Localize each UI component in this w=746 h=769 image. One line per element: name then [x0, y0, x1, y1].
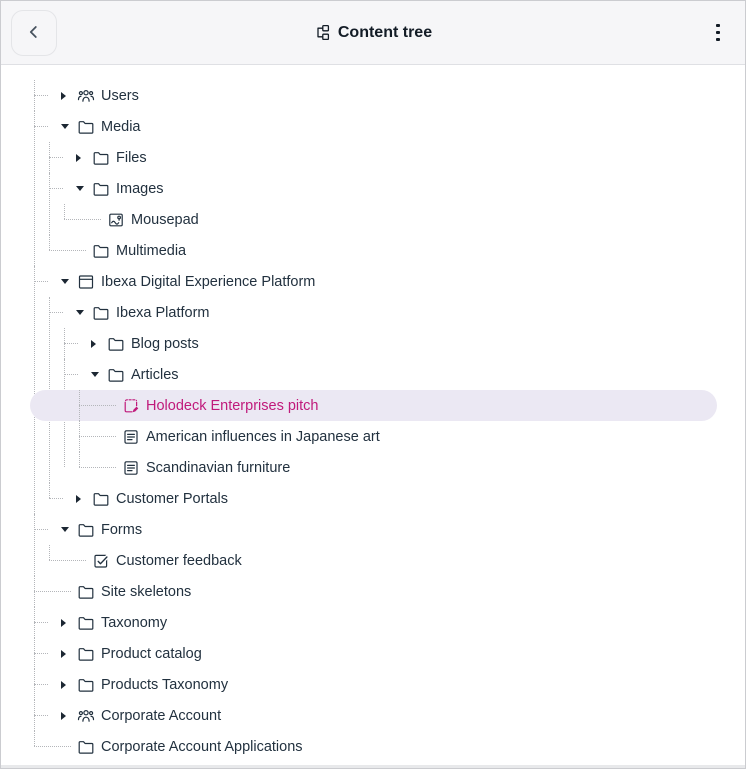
tree-node: [43, 514, 717, 576]
folder-icon: [107, 366, 125, 384]
tree-item-label: Multimedia: [116, 242, 187, 259]
tree-node: [43, 638, 717, 669]
tree-item-files[interactable]: [30, 142, 717, 173]
tree-node: [43, 266, 717, 514]
collapse-toggle[interactable]: [61, 279, 77, 284]
tree-item-customer-portals[interactable]: [30, 483, 717, 514]
expand-toggle[interactable]: [61, 650, 77, 658]
tree-node: [43, 731, 717, 762]
expand-toggle[interactable]: [91, 340, 107, 348]
folder-icon: [77, 521, 95, 539]
tree-item-images[interactable]: [30, 173, 717, 204]
kebab-dot: [716, 38, 720, 42]
tree-root: [19, 80, 717, 762]
expand-toggle[interactable]: [61, 619, 77, 627]
folder-icon: [92, 304, 110, 322]
page-title-text: Content tree: [337, 23, 433, 41]
tree-item-label: American influences in Japanese art: [146, 428, 380, 445]
tree-item-media[interactable]: [30, 111, 717, 142]
tree-node: [88, 452, 717, 483]
chevron-left-icon: [25, 23, 43, 44]
tree-item-label: Customer feedback: [116, 552, 242, 569]
tree-node: [58, 142, 717, 173]
tree-children: [73, 390, 717, 483]
tree-item-articles[interactable]: [30, 359, 717, 390]
tree-item-american-influences-in-japanese-art[interactable]: [30, 421, 717, 452]
tree-item-label: Ibexa Digital Experience Platform: [101, 273, 316, 290]
tree-item-label: Taxonomy: [101, 614, 168, 631]
bottom-scroll-track: [1, 765, 745, 768]
tree-item-ibexa-digital-experience-platform[interactable]: [30, 266, 717, 297]
draft-edit-icon: [122, 397, 140, 415]
tree-item-label: Site skeletons: [101, 583, 192, 600]
tree-item-label: Product catalog: [101, 645, 202, 662]
kebab-dot: [716, 31, 720, 35]
folder-icon: [77, 738, 95, 756]
image-icon: [107, 211, 125, 229]
tree-item-label: Media: [101, 118, 141, 135]
article-icon: [122, 428, 140, 446]
tree-node: [58, 173, 717, 235]
folder-icon: [77, 676, 95, 694]
tree-item-label: Corporate Account Applications: [101, 738, 303, 755]
tree-item-label: Mousepad: [131, 211, 199, 228]
tree-node: [73, 328, 717, 359]
tree-node: [43, 669, 717, 700]
tree-item-forms[interactable]: [30, 514, 717, 545]
tree-children: [58, 204, 717, 235]
site-icon: [77, 273, 95, 291]
article-icon: [122, 459, 140, 477]
collapse-toggle[interactable]: [91, 372, 107, 377]
tree-item-label: Forms: [101, 521, 143, 538]
tree-node: [88, 390, 717, 421]
tree-children: [43, 545, 717, 576]
tree-item-product-catalog[interactable]: [30, 638, 717, 669]
tree-item-label: Holodeck Enterprises pitch: [146, 397, 319, 414]
kebab-dot: [716, 24, 720, 28]
tree-item-label: Products Taxonomy: [101, 676, 229, 693]
tree-item-label: Ibexa Platform: [116, 304, 210, 321]
page-title: [314, 24, 432, 42]
folder-icon: [77, 645, 95, 663]
tree-item-site-skeletons[interactable]: [30, 576, 717, 607]
content-tree: [1, 65, 745, 766]
tree-item-corporate-account[interactable]: [30, 700, 717, 731]
expand-toggle[interactable]: [61, 681, 77, 689]
back-button[interactable]: [11, 10, 57, 56]
collapse-toggle[interactable]: [76, 310, 92, 315]
tree-item-label: Users: [101, 87, 139, 104]
form-check-icon: [92, 552, 110, 570]
tree-item-mousepad[interactable]: [30, 204, 717, 235]
expand-toggle[interactable]: [61, 712, 77, 720]
folder-icon: [92, 242, 110, 260]
users-icon: [77, 707, 95, 725]
tree-item-customer-feedback[interactable]: [30, 545, 717, 576]
tree-item-label: Corporate Account: [101, 707, 222, 724]
folder-icon: [77, 118, 95, 136]
tree-item-blog-posts[interactable]: [30, 328, 717, 359]
collapse-toggle[interactable]: [61, 527, 77, 532]
tree-item-multimedia[interactable]: [30, 235, 717, 266]
tree-node: [43, 607, 717, 638]
folder-icon: [77, 583, 95, 601]
folder-icon: [92, 180, 110, 198]
tree-node: [43, 80, 717, 111]
tree-item-holodeck-enterprises-pitch[interactable]: [30, 390, 717, 421]
tree-node: [58, 545, 717, 576]
tree-node: [73, 204, 717, 235]
tree-node: [43, 700, 717, 731]
tree-item-label: Blog posts: [131, 335, 199, 352]
tree-node: [88, 421, 717, 452]
kebab-menu-button[interactable]: [703, 14, 733, 52]
tree-children: [43, 297, 717, 514]
tree-node: [73, 359, 717, 483]
tree-children: [43, 142, 717, 266]
tree-item-ibexa-platform[interactable]: [30, 297, 717, 328]
tree-node: [58, 297, 717, 483]
tree-item-label: Articles: [131, 366, 179, 383]
collapse-toggle[interactable]: [61, 124, 77, 129]
users-icon: [77, 87, 95, 105]
header: [1, 1, 745, 65]
expand-toggle[interactable]: [61, 92, 77, 100]
tree-node: [58, 235, 717, 266]
tree-item-label: Files: [116, 149, 147, 166]
tree-node: [43, 111, 717, 266]
tree-item-taxonomy[interactable]: [30, 607, 717, 638]
tree-item-label: Images: [116, 180, 164, 197]
expand-toggle[interactable]: [76, 154, 92, 162]
tree-item-label: Scandinavian furniture: [146, 459, 291, 476]
folder-icon: [107, 335, 125, 353]
content-tree-icon: [314, 24, 331, 41]
tree-item-corporate-account-applications[interactable]: [30, 731, 717, 762]
tree-node: [58, 483, 717, 514]
collapse-toggle[interactable]: [76, 186, 92, 191]
tree-item-scandinavian-furniture[interactable]: [30, 452, 717, 483]
tree-children: [58, 328, 717, 483]
tree-item-users[interactable]: [30, 80, 717, 111]
tree-item-label: Customer Portals: [116, 490, 229, 507]
expand-toggle[interactable]: [76, 495, 92, 503]
tree-item-products-taxonomy[interactable]: [30, 669, 717, 700]
tree-node: [43, 576, 717, 607]
folder-icon: [92, 149, 110, 167]
folder-icon: [92, 490, 110, 508]
folder-icon: [77, 614, 95, 632]
